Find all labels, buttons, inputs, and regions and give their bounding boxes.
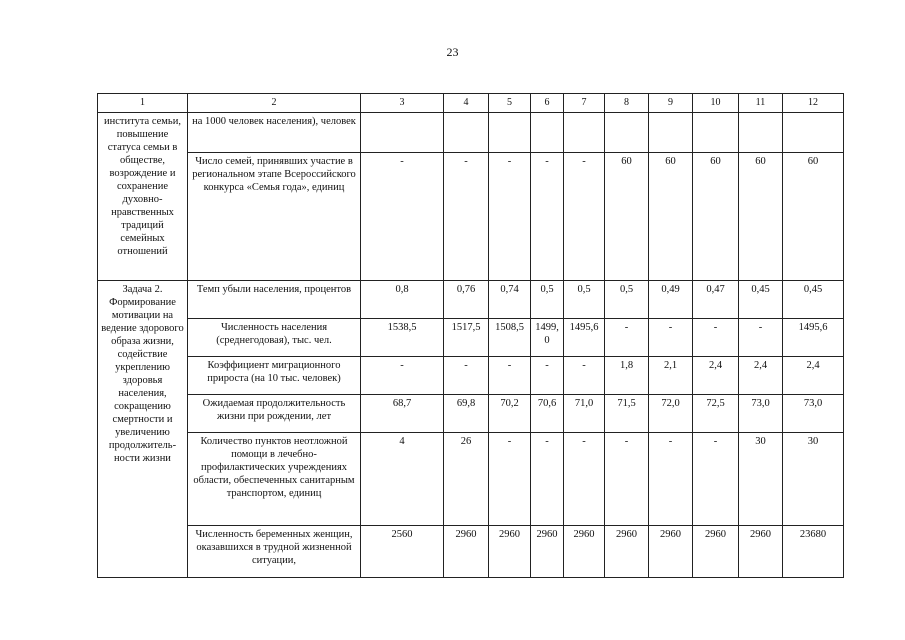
column-number-row <box>98 94 844 113</box>
value-cell: 71,0 <box>564 395 605 433</box>
value-cell: 23680 <box>783 526 844 578</box>
value-cell: 60 <box>739 153 783 281</box>
table-row <box>98 113 844 153</box>
goal-cell: Задача 2. Формирование мотивации на ведение здорового образа жизни, содействие укреплению здоровья населения, сокращению смертности и увеличению продолжитель-ности жизни <box>98 281 188 578</box>
column-header: 7 <box>564 94 605 113</box>
value-cell: - <box>693 433 739 526</box>
indicator-cell: Количество пунктов неотложной помощи в лечебно-профилактических учреждениях области, обеспеченных санитарным транспортом, единиц <box>188 433 361 526</box>
value-cell: 2960 <box>531 526 564 578</box>
value-cell: 2960 <box>605 526 649 578</box>
value-cell: 2,1 <box>649 357 693 395</box>
value-cell: 73,0 <box>783 395 844 433</box>
value-cell: 0,76 <box>444 281 489 319</box>
value-cell: 0,5 <box>605 281 649 319</box>
column-header: 2 <box>188 94 361 113</box>
column-header: 11 <box>739 94 783 113</box>
value-cell: 2960 <box>564 526 605 578</box>
value-cell: 72,0 <box>649 395 693 433</box>
value-cell: 68,7 <box>361 395 444 433</box>
indicator-cell: Число семей, принявших участие в региональном этапе Всероссийского конкурса «Семья года», единиц <box>188 153 361 281</box>
value-cell: 72,5 <box>693 395 739 433</box>
value-cell <box>531 113 564 153</box>
indicator-cell: Численность беременных женщин, оказавшихся в трудной жизненной ситуации, <box>188 526 361 578</box>
column-header: 6 <box>531 94 564 113</box>
indicator-cell: Ожидаемая продолжительность жизни при рождении, лет <box>188 395 361 433</box>
value-cell: 30 <box>783 433 844 526</box>
column-header: 1 <box>98 94 188 113</box>
value-cell: 70,2 <box>489 395 531 433</box>
indicator-cell: Численность населения (среднегодовая), тыс. чел. <box>188 319 361 357</box>
column-header: 4 <box>444 94 489 113</box>
value-cell <box>444 113 489 153</box>
value-cell: - <box>531 357 564 395</box>
value-cell: 2960 <box>444 526 489 578</box>
value-cell: - <box>361 153 444 281</box>
page-number: 23 <box>446 45 459 59</box>
value-cell: - <box>649 433 693 526</box>
table-row <box>98 526 844 578</box>
value-cell <box>564 113 605 153</box>
value-cell: 2,4 <box>739 357 783 395</box>
table-row <box>98 433 844 526</box>
value-cell: 0,45 <box>783 281 844 319</box>
value-cell: 1,8 <box>605 357 649 395</box>
value-cell: 73,0 <box>739 395 783 433</box>
value-cell: - <box>361 357 444 395</box>
value-cell: 2960 <box>693 526 739 578</box>
value-cell: 0,5 <box>531 281 564 319</box>
value-cell: 0,47 <box>693 281 739 319</box>
value-cell: 70,6 <box>531 395 564 433</box>
value-cell <box>783 113 844 153</box>
column-header: 8 <box>605 94 649 113</box>
value-cell: 1508,5 <box>489 319 531 357</box>
value-cell: - <box>444 357 489 395</box>
value-cell: 2,4 <box>693 357 739 395</box>
indicator-cell: Темп убыли населения, процентов <box>188 281 361 319</box>
table-row <box>98 281 844 319</box>
value-cell: 1499,0 <box>531 319 564 357</box>
value-cell: 2960 <box>649 526 693 578</box>
goal-cell: института семьи, повышение статуса семьи в обществе, возрождение и сохранение духовно-нравственных традиций семейных отношений <box>98 113 188 281</box>
column-header: 5 <box>489 94 531 113</box>
value-cell: 0,49 <box>649 281 693 319</box>
value-cell: - <box>605 319 649 357</box>
value-cell: - <box>489 153 531 281</box>
value-cell: - <box>605 433 649 526</box>
value-cell: 1538,5 <box>361 319 444 357</box>
value-cell: 2960 <box>489 526 531 578</box>
table-row <box>98 153 844 281</box>
value-cell: 69,8 <box>444 395 489 433</box>
value-cell <box>489 113 531 153</box>
column-header: 3 <box>361 94 444 113</box>
value-cell: 1495,6 <box>783 319 844 357</box>
value-cell <box>605 113 649 153</box>
value-cell: - <box>444 153 489 281</box>
value-cell <box>693 113 739 153</box>
value-cell: 60 <box>649 153 693 281</box>
value-cell: 0,5 <box>564 281 605 319</box>
indicator-cell: на 1000 человек населения), человек <box>188 113 361 153</box>
column-header: 10 <box>693 94 739 113</box>
value-cell: - <box>564 357 605 395</box>
value-cell: - <box>531 153 564 281</box>
value-cell: 0,74 <box>489 281 531 319</box>
value-cell <box>739 113 783 153</box>
value-cell: 2,4 <box>783 357 844 395</box>
value-cell: 2960 <box>739 526 783 578</box>
value-cell: 60 <box>693 153 739 281</box>
value-cell: 60 <box>605 153 649 281</box>
value-cell: 0,45 <box>739 281 783 319</box>
value-cell: 0,8 <box>361 281 444 319</box>
value-cell: - <box>739 319 783 357</box>
value-cell: - <box>489 433 531 526</box>
value-cell: 1495,6 <box>564 319 605 357</box>
value-cell: 71,5 <box>605 395 649 433</box>
value-cell: - <box>564 153 605 281</box>
indicators-table <box>97 93 844 578</box>
value-cell: 30 <box>739 433 783 526</box>
table-row <box>98 395 844 433</box>
indicator-cell: Коэффициент миграционного прироста (на 10 тыс. человек) <box>188 357 361 395</box>
value-cell: 2560 <box>361 526 444 578</box>
table-row <box>98 319 844 357</box>
value-cell: - <box>531 433 564 526</box>
value-cell: 4 <box>361 433 444 526</box>
value-cell: - <box>489 357 531 395</box>
column-header: 9 <box>649 94 693 113</box>
value-cell: 26 <box>444 433 489 526</box>
value-cell: 60 <box>783 153 844 281</box>
value-cell: - <box>693 319 739 357</box>
value-cell: - <box>564 433 605 526</box>
value-cell: 1517,5 <box>444 319 489 357</box>
value-cell <box>649 113 693 153</box>
table-row <box>98 357 844 395</box>
value-cell: - <box>649 319 693 357</box>
column-header: 12 <box>783 94 844 113</box>
value-cell <box>361 113 444 153</box>
